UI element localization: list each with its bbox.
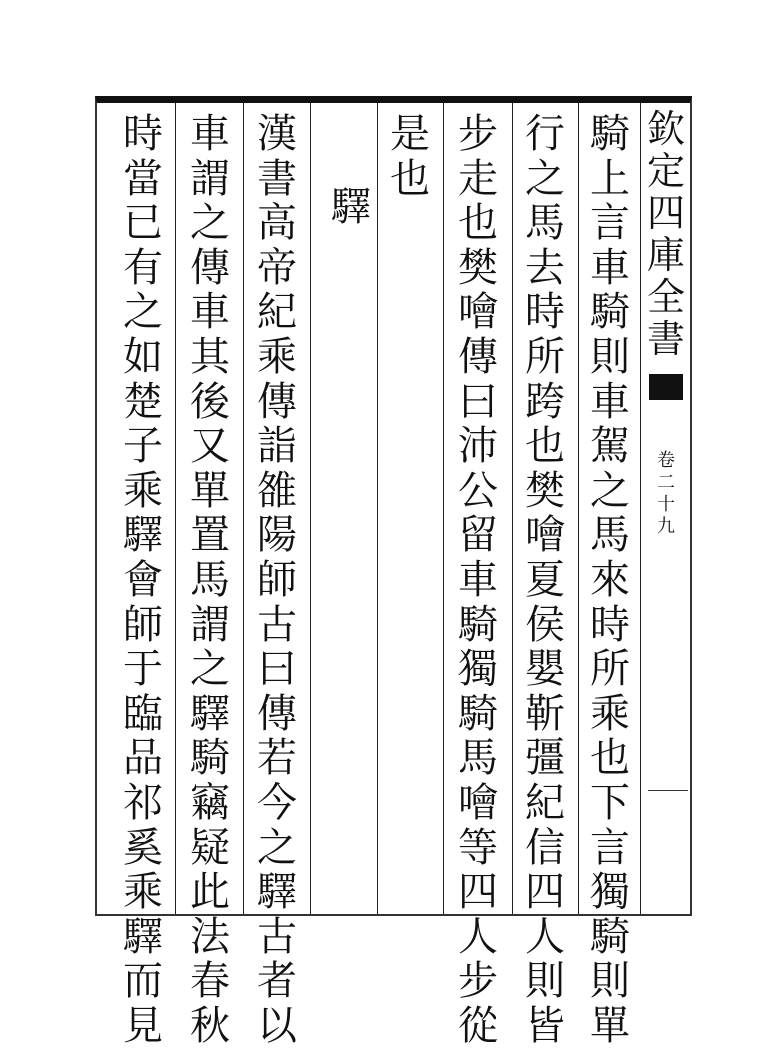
text-char: 會 — [123, 556, 163, 603]
text-char: 以 — [257, 1002, 297, 1049]
book-title-char: 庫 — [646, 233, 685, 277]
text-char: 見 — [123, 1002, 163, 1049]
text-char: 信 — [525, 824, 565, 871]
text-char: 又 — [190, 423, 230, 470]
text-char: 帝 — [257, 244, 297, 291]
text-char: 有 — [123, 244, 163, 291]
text-char: 單 — [590, 1002, 630, 1049]
column-rule — [640, 103, 641, 914]
text-char: 驛 — [190, 690, 230, 737]
text-char: 竊 — [190, 779, 230, 826]
text-char: 騎 — [590, 111, 630, 157]
text-char: 則 — [525, 958, 565, 1005]
text-char: 謂 — [190, 155, 230, 202]
text-char: 古 — [257, 601, 297, 648]
text-char: 四 — [458, 869, 498, 916]
column-rule — [310, 103, 311, 914]
text-char: 之 — [257, 824, 297, 871]
text-char: 嬰 — [525, 646, 565, 693]
text-char: 如 — [123, 333, 163, 380]
text-column-1 — [581, 112, 639, 1048]
text-char: 後 — [190, 378, 230, 425]
text-char: 車 — [590, 378, 630, 425]
text-char: 臨 — [123, 690, 163, 737]
text-char: 留 — [458, 512, 498, 559]
text-char: 于 — [123, 646, 163, 693]
text-char: 曰 — [257, 646, 297, 693]
text-char: 詣 — [257, 423, 297, 470]
sidebar-rule — [648, 790, 688, 791]
text-char: 噲 — [458, 779, 498, 826]
text-char: 之 — [525, 155, 565, 202]
book-sidebar — [644, 108, 688, 538]
book-title-char: 定 — [646, 149, 685, 193]
text-char: 曰 — [458, 378, 498, 425]
text-char: 秋 — [190, 1002, 230, 1049]
text-char: 之 — [123, 289, 163, 336]
text-char: 之 — [590, 467, 630, 514]
text-char: 傳 — [257, 690, 297, 737]
column-rule — [512, 103, 513, 914]
text-char: 樊 — [458, 244, 498, 291]
text-column-2 — [516, 112, 574, 1048]
text-char: 師 — [123, 601, 163, 648]
text-char: 夏 — [525, 556, 565, 603]
text-char: 人 — [525, 913, 565, 960]
text-char: 驛 — [257, 869, 297, 916]
text-char: 楚 — [123, 378, 163, 425]
text-char: 獨 — [590, 869, 630, 916]
book-title-char: 四 — [646, 191, 685, 235]
text-char: 皆 — [525, 1002, 565, 1049]
text-char: 當 — [123, 155, 163, 202]
text-char: 之 — [190, 646, 230, 693]
text-char: 則 — [590, 958, 630, 1005]
text-char: 驛 — [123, 512, 163, 559]
text-char: 獨 — [458, 646, 498, 693]
text-char: 騎 — [458, 690, 498, 737]
text-char: 乘 — [123, 467, 163, 514]
column-rule — [578, 103, 579, 914]
text-char: 四 — [525, 869, 565, 916]
text-char: 紀 — [257, 289, 297, 336]
text-char: 等 — [458, 824, 498, 871]
text-char: 紀 — [525, 779, 565, 826]
text-char: 此 — [190, 869, 230, 916]
text-char: 者 — [257, 958, 297, 1005]
text-char: 師 — [257, 556, 297, 603]
text-char: 噲 — [525, 512, 565, 559]
text-column-6 — [248, 112, 306, 1048]
text-char: 車 — [458, 556, 498, 603]
text-char: 駕 — [590, 423, 630, 470]
text-char: 騎 — [590, 289, 630, 336]
text-column-4 — [381, 112, 439, 201]
column-rule — [175, 103, 176, 914]
text-char: 漢 — [257, 111, 297, 157]
text-char: 下 — [590, 779, 630, 826]
text-char: 則 — [590, 333, 630, 380]
text-char: 高 — [257, 200, 297, 247]
text-char: 傳 — [190, 244, 230, 291]
text-char: 驛 — [123, 913, 163, 960]
text-char: 去 — [525, 244, 565, 291]
heading-char: 驛 — [331, 184, 371, 230]
text-char: 也 — [525, 423, 565, 470]
book-title-char: 欽 — [646, 107, 685, 151]
text-char: 乘 — [123, 869, 163, 916]
text-char: 公 — [458, 467, 498, 514]
text-char: 來 — [590, 556, 630, 603]
text-char: 彊 — [525, 735, 565, 782]
text-char: 跨 — [525, 378, 565, 425]
text-char: 乘 — [590, 690, 630, 737]
juan-label-char: 二 — [657, 472, 675, 493]
text-char: 其 — [190, 333, 230, 380]
section-heading — [322, 185, 380, 229]
text-char: 步 — [458, 958, 498, 1005]
column-rule — [443, 103, 444, 914]
text-char: 靳 — [525, 690, 565, 737]
text-char: 車 — [190, 289, 230, 336]
text-char: 謂 — [190, 601, 230, 648]
text-char: 古 — [257, 913, 297, 960]
text-char: 時 — [590, 601, 630, 648]
text-char: 陽 — [257, 512, 297, 559]
text-char: 傳 — [257, 378, 297, 425]
text-char: 馬 — [590, 512, 630, 559]
text-char: 騎 — [590, 913, 630, 960]
text-char: 馬 — [190, 556, 230, 603]
text-char: 傳 — [458, 333, 498, 380]
text-char: 子 — [123, 423, 163, 470]
text-char: 單 — [190, 467, 230, 514]
text-char: 言 — [590, 200, 630, 247]
text-char: 乘 — [257, 333, 297, 380]
text-char: 也 — [390, 155, 430, 202]
text-char: 樊 — [525, 467, 565, 514]
text-column-7 — [181, 112, 239, 1048]
text-char: 步 — [458, 111, 498, 157]
text-char: 書 — [257, 155, 297, 202]
book-title-char: 書 — [646, 317, 685, 361]
text-char: 春 — [190, 958, 230, 1005]
text-char: 行 — [525, 111, 565, 157]
text-char: 馬 — [525, 200, 565, 247]
text-char: 所 — [525, 333, 565, 380]
text-char: 騎 — [458, 601, 498, 648]
fishtail-mark — [649, 374, 683, 400]
text-char: 騎 — [190, 735, 230, 782]
text-char: 祁 — [123, 779, 163, 826]
text-char: 沛 — [458, 423, 498, 470]
column-rule — [243, 103, 244, 914]
text-char: 是 — [390, 111, 430, 157]
text-char: 人 — [458, 913, 498, 960]
text-char: 時 — [123, 111, 163, 157]
text-char: 也 — [458, 200, 498, 247]
text-char: 時 — [525, 289, 565, 336]
text-char: 所 — [590, 646, 630, 693]
text-char: 若 — [257, 735, 297, 782]
text-char: 走 — [458, 155, 498, 202]
text-char: 而 — [123, 958, 163, 1005]
text-char: 上 — [590, 155, 630, 202]
text-char: 法 — [190, 913, 230, 960]
text-column-8 — [114, 112, 172, 1048]
text-char: 置 — [190, 512, 230, 559]
text-char: 侯 — [525, 601, 565, 648]
text-char: 已 — [123, 200, 163, 247]
text-char: 之 — [190, 200, 230, 247]
text-char: 疑 — [190, 824, 230, 871]
juan-label-char: 九 — [657, 516, 675, 537]
text-char: 品 — [123, 735, 163, 782]
text-char: 從 — [458, 1002, 498, 1049]
text-char: 今 — [257, 779, 297, 826]
juan-label-char: 卷 — [657, 450, 675, 471]
text-char: 也 — [590, 735, 630, 782]
text-char: 言 — [590, 824, 630, 871]
book-title-char: 全 — [646, 275, 685, 319]
text-char: 馬 — [458, 735, 498, 782]
text-char: 雒 — [257, 467, 297, 514]
text-char: 噲 — [458, 289, 498, 336]
juan-label-char: 十 — [657, 494, 675, 515]
text-char: 車 — [590, 244, 630, 291]
text-char: 車 — [190, 111, 230, 157]
text-char: 奚 — [123, 824, 163, 871]
text-column-3 — [449, 112, 507, 1048]
